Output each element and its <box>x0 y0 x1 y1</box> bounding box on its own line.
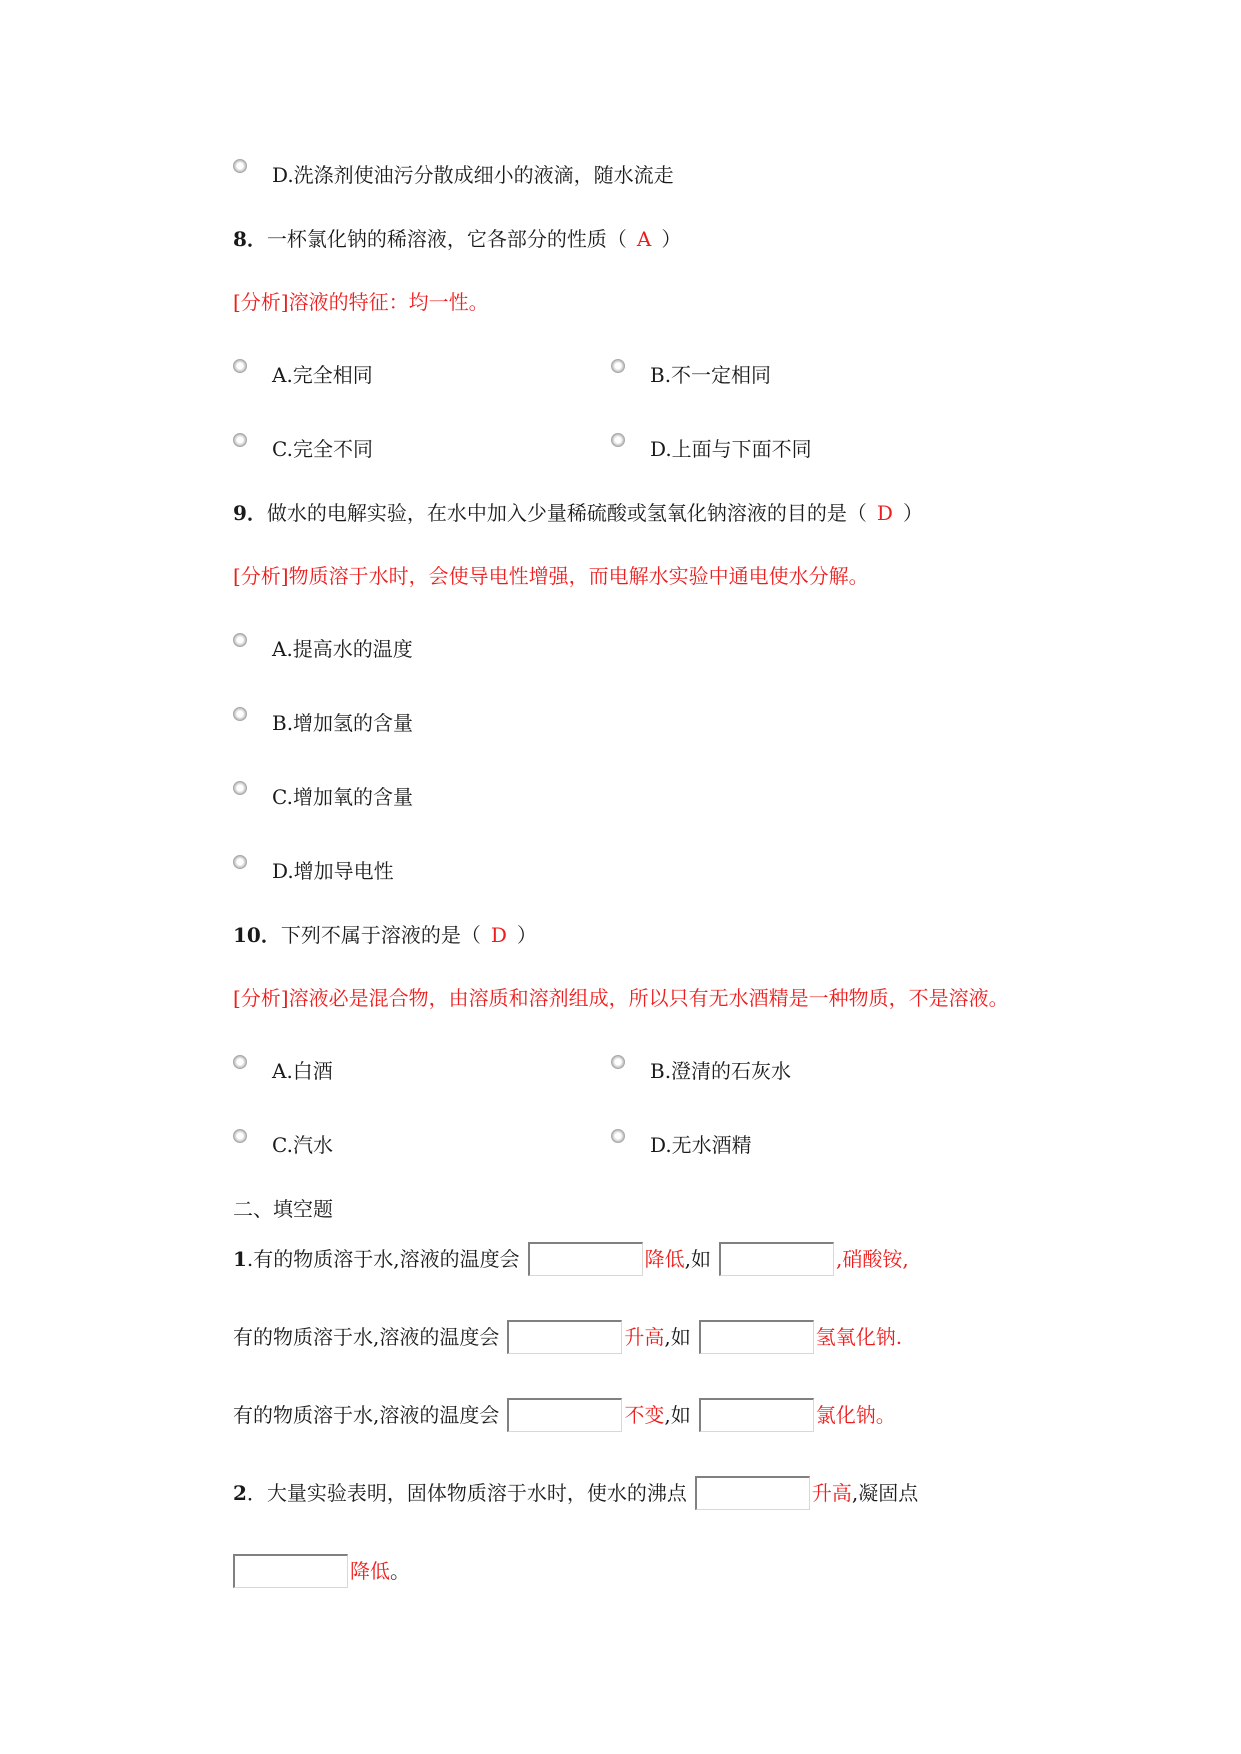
question-text: 下列不属于溶液的是（ <box>280 923 481 947</box>
option-label: D.洗涤剂使油污分散成细小的液滴，随水流走 <box>272 163 674 187</box>
option-label: D.无水酒精 <box>650 1133 752 1157</box>
radio-button[interactable] <box>233 359 247 373</box>
section-title: 二、填空题 <box>233 1197 333 1221</box>
question-9 <box>233 500 923 526</box>
analysis-10: [分析]溶液必是混合物，由溶质和溶剂组成，所以只有无水酒精是一种物质，不是溶液。 <box>233 986 1009 1010</box>
question-number: 8． <box>233 227 267 251</box>
question-number: 10． <box>233 923 281 947</box>
blank-input[interactable] <box>507 1320 622 1354</box>
blank-answer: 氯化钠。 <box>815 1403 896 1427</box>
blank-input[interactable] <box>699 1398 814 1432</box>
blank-input[interactable] <box>719 1242 834 1276</box>
option-label: B.增加氢的含量 <box>272 711 414 735</box>
question-number: 9． <box>233 501 267 525</box>
prompt-text: ,如 <box>664 1325 691 1349</box>
prompt-text: 。 <box>390 1559 410 1583</box>
blank-answer: 氢氧化钠. <box>815 1325 903 1349</box>
radio-button[interactable] <box>233 707 247 721</box>
option-label: A.完全相同 <box>272 363 373 387</box>
prompt-text: ．大量实验表明，固体物质溶于水时，使水的沸点 <box>246 1481 687 1505</box>
option-label: C.增加氧的含量 <box>272 785 413 809</box>
analysis-9: [分析]物质溶于水时，会使导电性增强，而电解水实验中通电使水分解。 <box>233 564 869 588</box>
blank-answer: ,硝酸铵, <box>836 1247 909 1271</box>
radio-button[interactable] <box>611 1129 625 1143</box>
blank-answer: 升高 <box>624 1325 665 1349</box>
question-8 <box>233 226 681 252</box>
option-label: D.增加导电性 <box>272 859 394 883</box>
option-label: A.提高水的温度 <box>272 637 413 661</box>
option-label: B.澄清的石灰水 <box>650 1059 792 1083</box>
prompt-text: 有的物质溶于水,溶液的温度会 <box>233 1325 500 1349</box>
option-label: B.不一定相同 <box>650 363 772 387</box>
answer: D <box>876 501 893 525</box>
radio-button[interactable] <box>233 159 247 173</box>
blank-answer: 降低 <box>644 1247 685 1271</box>
radio-button[interactable] <box>611 433 625 447</box>
fill-1-line-1 <box>233 1242 909 1276</box>
fill-2-line-2 <box>233 1554 410 1588</box>
radio-button[interactable] <box>233 1129 247 1143</box>
fill-2-line-1 <box>233 1476 918 1510</box>
option-label: C.汽水 <box>272 1133 333 1157</box>
blank-input[interactable] <box>528 1242 643 1276</box>
radio-button[interactable] <box>233 781 247 795</box>
fill-1-line-2 <box>233 1320 902 1354</box>
option-label: D.上面与下面不同 <box>650 437 812 461</box>
question-text: 一杯氯化钠的稀溶液，它各部分的性质（ <box>266 227 627 251</box>
prompt-text: 有的物质溶于水,溶液的温度会 <box>233 1403 500 1427</box>
radio-button[interactable] <box>233 855 247 869</box>
radio-button[interactable] <box>233 1055 247 1069</box>
question-10 <box>233 922 537 948</box>
prompt-text: ,如 <box>664 1403 691 1427</box>
fill-1-line-3 <box>233 1398 896 1432</box>
blank-input[interactable] <box>507 1398 622 1432</box>
blank-input[interactable] <box>695 1476 810 1510</box>
question-number: 1 <box>233 1247 247 1271</box>
question-close: ） <box>516 923 537 947</box>
question-number: 2 <box>233 1481 247 1505</box>
blank-input[interactable] <box>699 1320 814 1354</box>
prompt-text: ,凝固点 <box>851 1481 919 1505</box>
question-close: ） <box>902 501 923 525</box>
question-text: 做水的电解实验，在水中加入少量稀硫酸或氢氧化钠溶液的目的是（ <box>266 501 867 525</box>
radio-button[interactable] <box>233 433 247 447</box>
blank-answer: 升高 <box>811 1481 852 1505</box>
option-label: A.白酒 <box>272 1059 333 1083</box>
radio-button[interactable] <box>611 1055 625 1069</box>
blank-answer: 不变 <box>624 1403 665 1427</box>
answer: A <box>636 227 652 251</box>
prompt-text: .有的物质溶于水,溶液的温度会 <box>246 1247 520 1271</box>
answer: D <box>490 923 507 947</box>
blank-answer: 降低 <box>350 1559 390 1583</box>
analysis-8: [分析]溶液的特征：均一性。 <box>233 290 489 314</box>
option-label: C.完全不同 <box>272 437 373 461</box>
blank-input[interactable] <box>233 1554 348 1588</box>
prompt-text: ,如 <box>684 1247 711 1271</box>
question-close: ） <box>661 227 682 251</box>
radio-button[interactable] <box>611 359 625 373</box>
radio-button[interactable] <box>233 633 247 647</box>
